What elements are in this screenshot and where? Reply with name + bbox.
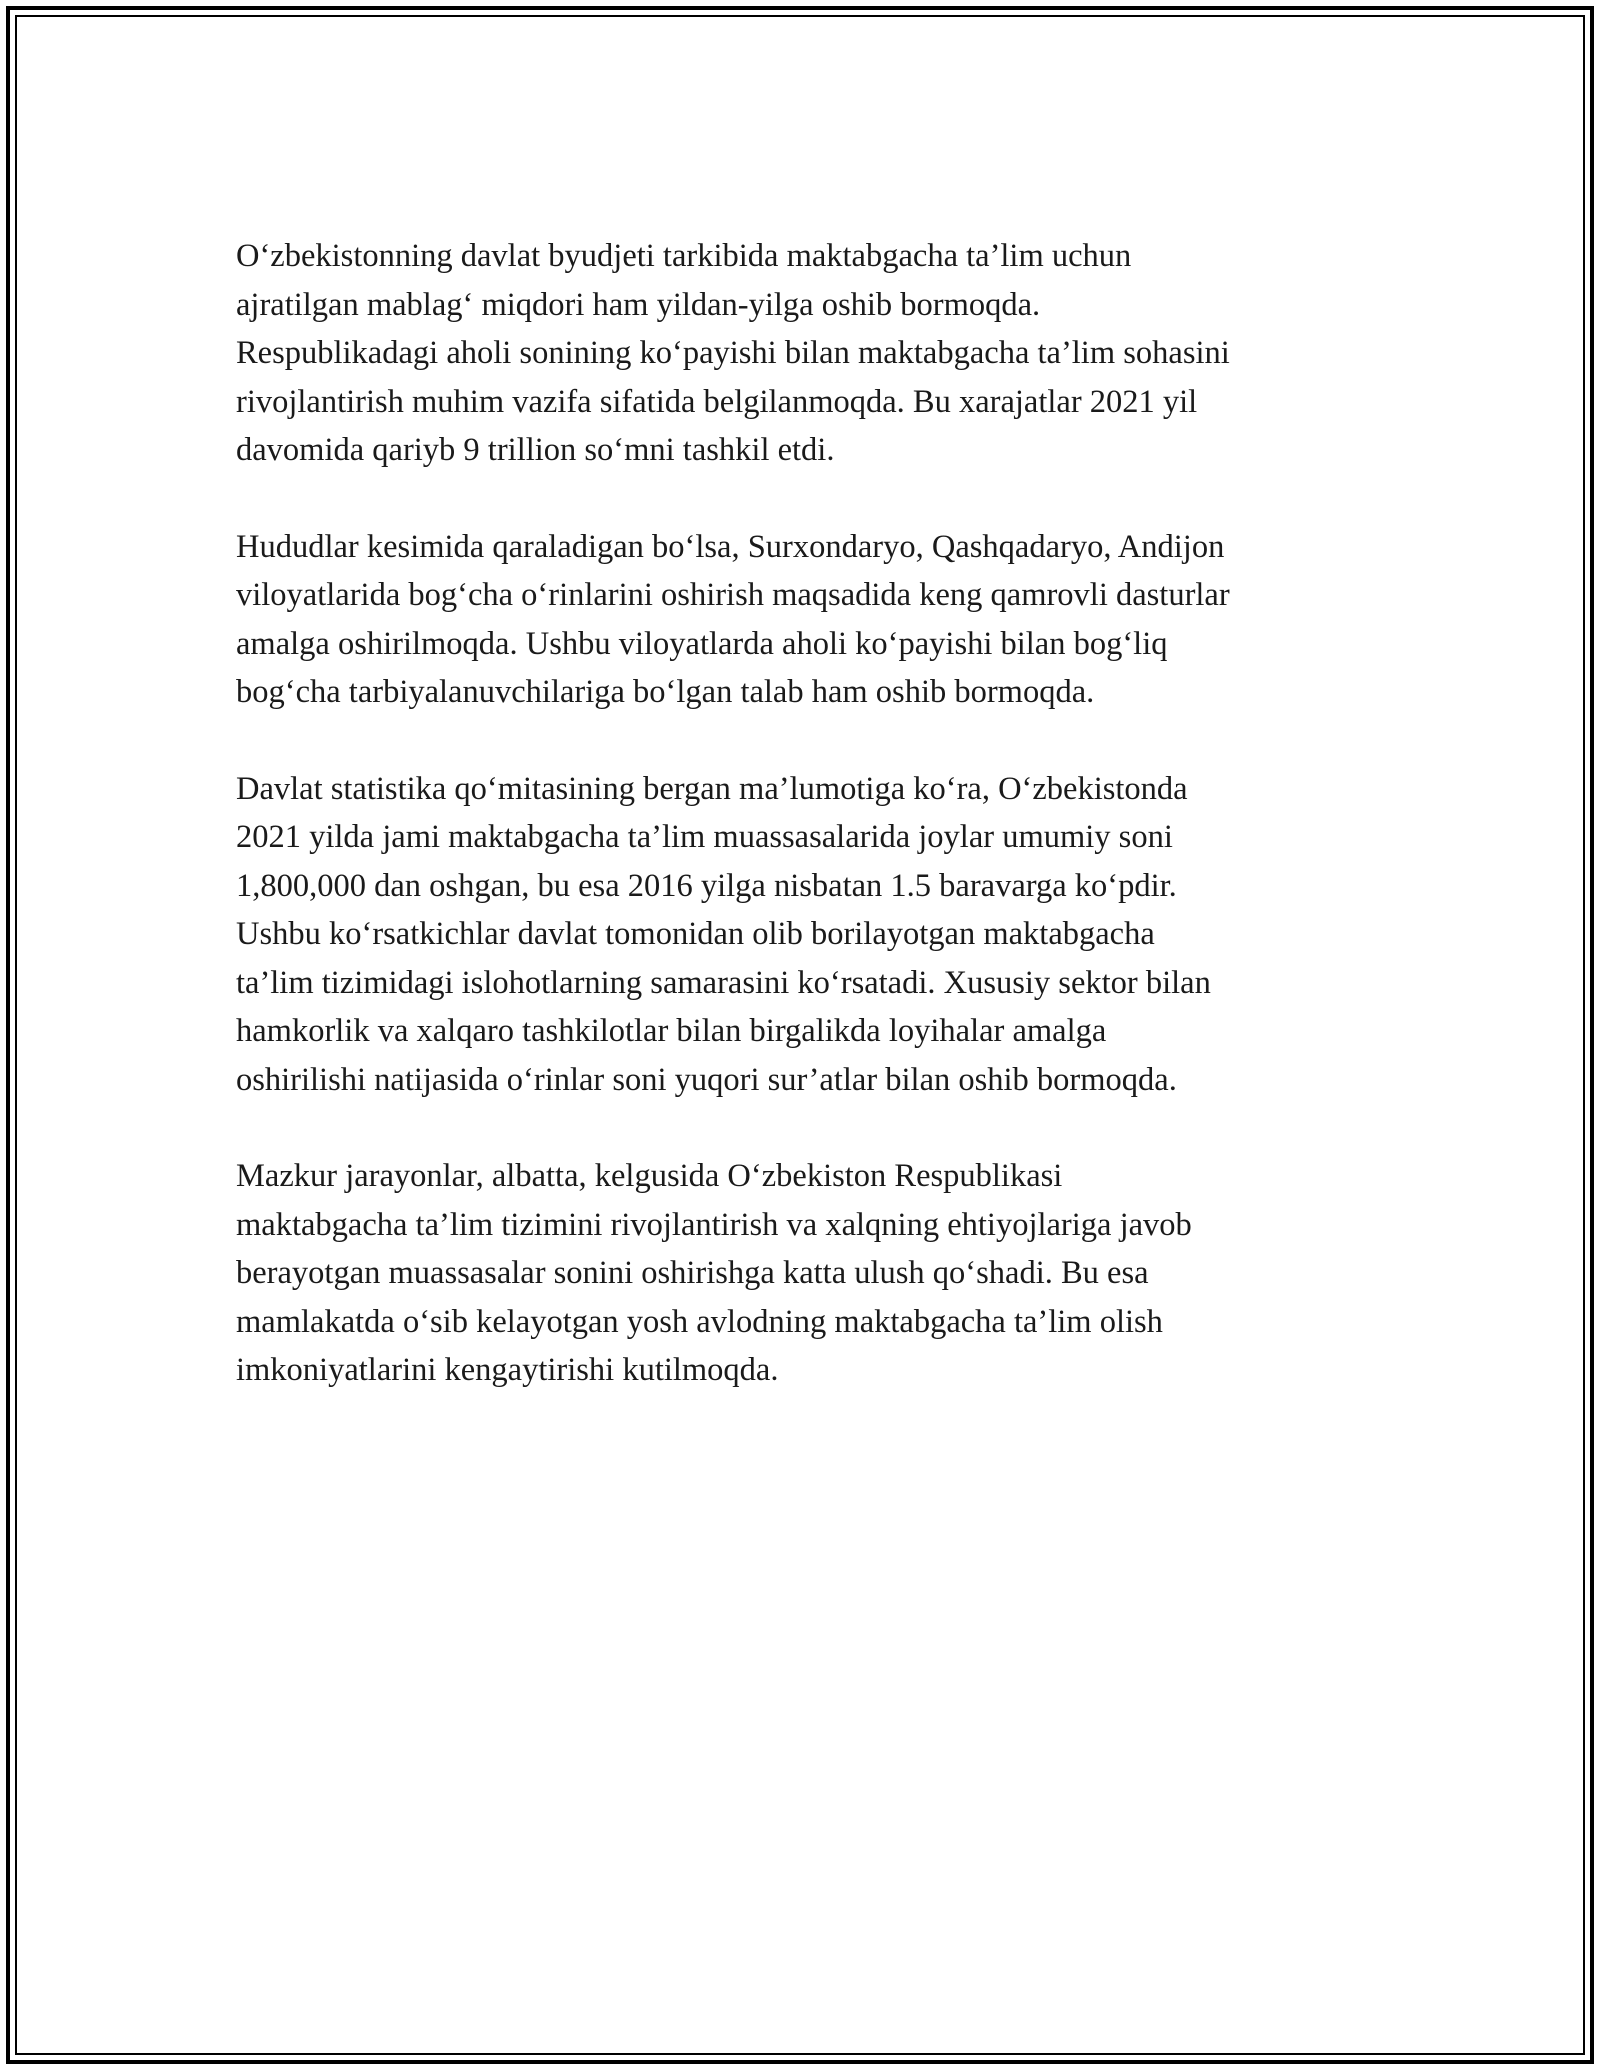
paragraph-statistics: Davlat statistika qo‘mitasining bergan ma’lumotiga ko‘ra, O‘zbekistonda 2021 yilda jami maktabgacha ta’lim muassasalarida joylar umumiy soni 1,800,000 dan oshgan, bu esa 2016 yilga nisbatan 1.5 baravarga ko‘pdir. Ushbu ko‘rsatkichlar davlat tomonidan olib borilayotgan maktabgacha ta’lim tizimidagi islohotlarning samarasini ko‘rsatadi. Xususiy sektor bilan hamkorlik va xalqaro tashkilotlar bilan birgalikda loyihalar amalga oshirilishi natijasida o‘rinlar soni yuqori sur’atlar bilan oshib bormoqda. bbox=[236, 770, 1211, 1098]
paragraph-regions: Hududlar kesimida qaraladigan bo‘lsa, Surxondaryo, Qashqadaryo, Andijon viloyatlarida bog‘cha o‘rinlarini oshirish maqsadida keng qamrovli dasturlar amalga oshirilmoqda. Ushbu viloyatlarda aholi ko‘payishi bilan bog‘liq bog‘cha tarbiyalanuvchilariga bo‘lgan talab ham oshib bormoqda. bbox=[236, 528, 1230, 710]
paragraph-outlook: Mazkur jarayonlar, albatta, kelgusida O‘zbekiston Respublikasi maktabgacha ta’lim tizimini rivojlantirish va xalqning ehtiyojlariga javob berayotgan muassasalar sonini oshirishga katta ulush qo‘shadi. Bu esa mamlakatda o‘sib kelayotgan yosh avlodning maktabgacha ta’lim olish imkoniyatlarini kengaytirishi kutilmoqda. bbox=[236, 1158, 1192, 1388]
document-body bbox=[236, 232, 1376, 1443]
paragraph-budget: O‘zbekistonning davlat byudjeti tarkibida maktabgacha ta’lim uchun ajratilgan mablag‘ miqdori ham yildan-yilga oshib bormoqda. Respublikadagi aholi sonining ko‘payishi bilan maktabgacha ta’lim sohasini rivojlantirish muhim vazifa sifatida belgilanmoqda. Bu xarajatlar 2021 yil davomida qariyb 9 trillion so‘mni tashkil etdi. bbox=[236, 238, 1230, 468]
